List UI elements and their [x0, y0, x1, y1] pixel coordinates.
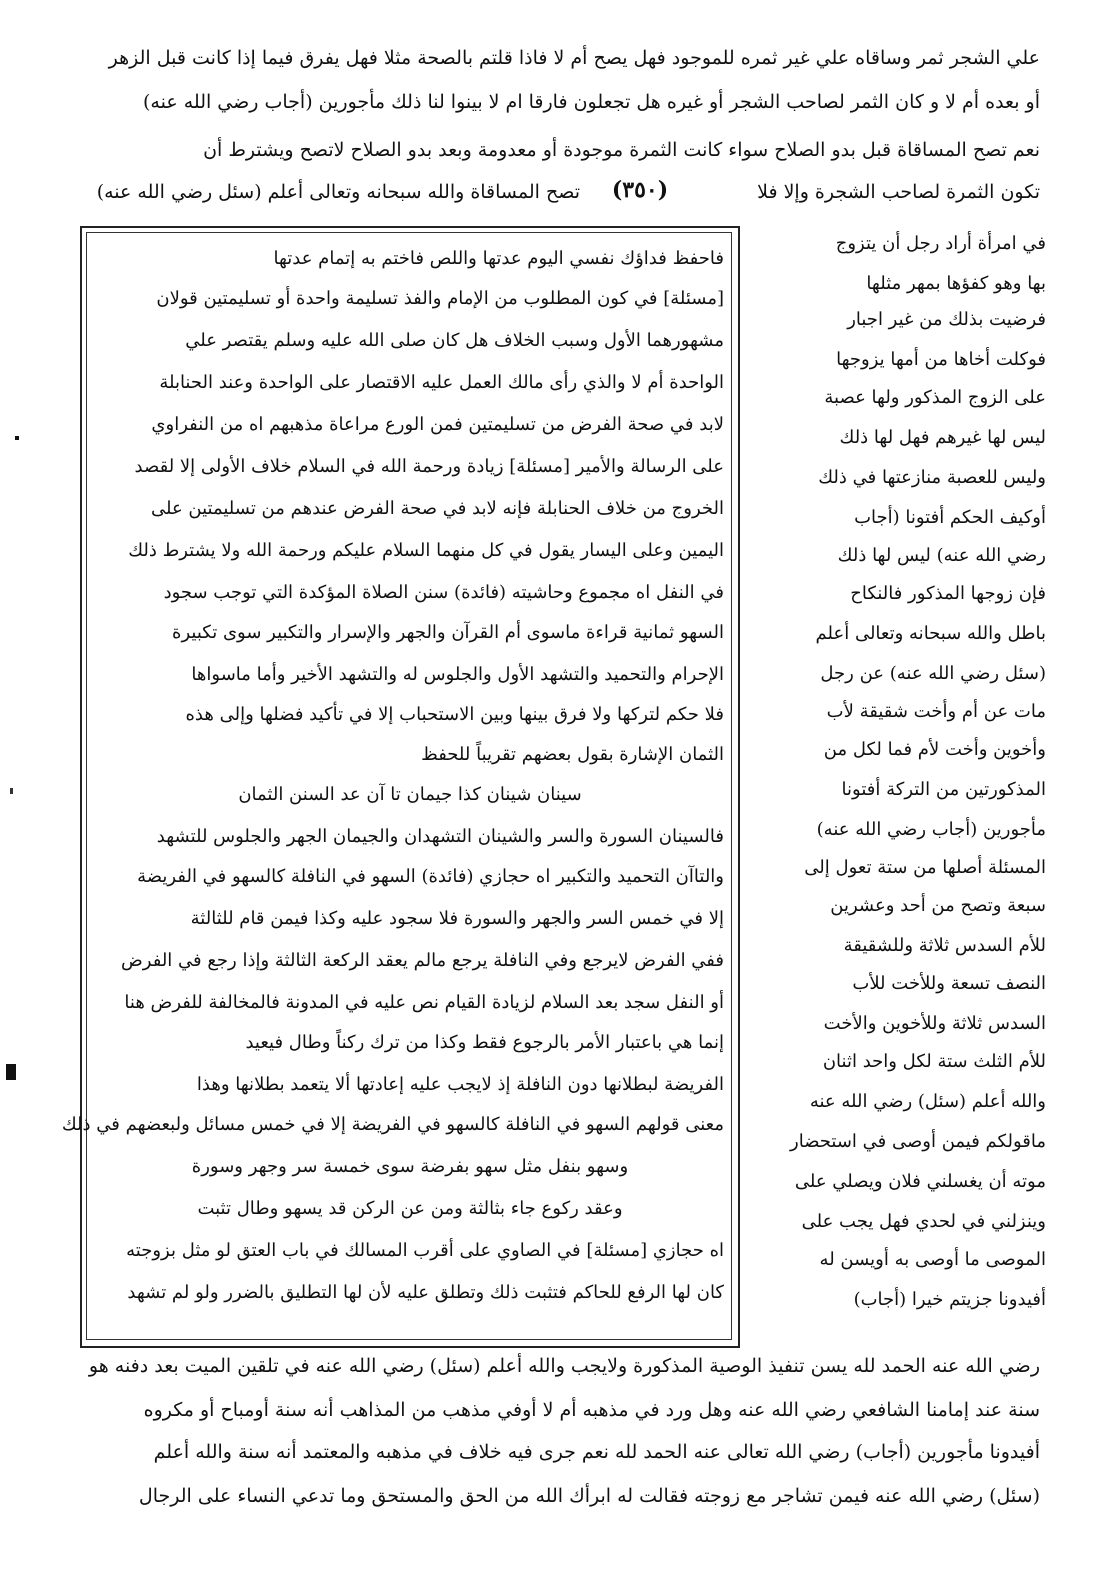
text-line: وينزلني في لحدي فهل يجب على [801, 1211, 1046, 1232]
scan-mark [6, 1064, 16, 1080]
poem-line: سينان شينان كذا جيمان تا آن عد السنن الثمان [238, 784, 582, 805]
text-line: أو النفل سجد بعد السلام لزيادة القيام نص عليه في المدونة فالمخالفة للفرض هنا [124, 992, 724, 1013]
text-line: ففي الفرض لايرجع وفي النافلة يرجع مالم يعقد الركعة الثالثة وإذا رجع في الفرض [121, 950, 724, 971]
scan-mark [10, 788, 13, 794]
text-line: أوكيف الحكم أفتونا (أجاب [854, 507, 1046, 528]
text-line: مشهورهما الأول وسبب الخلاف هل كان صلى الله عليه وسلم يقتصر علي [185, 330, 724, 351]
text-line: مأجورين (أجاب رضي الله عنه) [816, 819, 1046, 840]
text-line: سبعة وتصح من أحد وعشرين [830, 895, 1046, 916]
text-line: نعم تصح المساقاة قبل بدو الصلاح سواء كانت الثمرة موجودة أو معدومة وبعد بدو الصلاح لاتصح ويشترط أن [203, 139, 1040, 161]
text-line: تكون الثمرة لصاحب الشجرة وإلا فلا [757, 181, 1040, 203]
text-line: كان لها الرفع للحاكم فتثبت ذلك وتطلق عليه لأن لها التطليق بالضرر ولو لم تشهد [127, 1282, 724, 1303]
text-line: تصح المساقاة والله سبحانه وتعالى أعلم (سئل رضي الله عنه) [96, 181, 580, 203]
text-line: معنى قولهم السهو في النافلة كالسهو في الفريضة إلا في خمس مسائل ولبعضهم في ذلك [61, 1114, 724, 1135]
text-line: والتاآن التحميد والتكبير اه حجازي (فائدة) السهو في النافلة كالسهو في الفريضة [137, 866, 724, 887]
text-line: إنما هي باعتبار الأمر بالرجوع فقط وكذا من ترك ركناً وطال فيعيد [245, 1032, 724, 1053]
text-line: وليس للعصبة منازعتها في ذلك [818, 467, 1046, 488]
text-line: مات عن أم وأخت شقيقة لأب [826, 701, 1046, 722]
text-line: وأخوين وأخت لأم فما لكل من [823, 739, 1046, 760]
text-line: السهو ثمانية قراءة ماسوى أم القرآن والجهر والإسرار والتكبير سوى تكبيرة [172, 622, 724, 643]
text-line: الواحدة أم لا والذي رأى مالك العمل عليه الاقتصار على الواحدة وعند الحنابلة [159, 372, 724, 393]
text-line: (سئل) رضي الله عنه فيمن تشاجر مع زوجته فقالت له ابرأك الله من الحق والمستحق وما تدعي النساء على الرجال [138, 1485, 1040, 1507]
text-line: النصف تسعة وللأخت للأب [852, 973, 1046, 994]
text-line: موته أن يغسلني فلان ويصلي على [794, 1171, 1046, 1192]
text-line: بها وهو كفؤها بمهر مثلها [866, 273, 1046, 294]
text-line: في النفل اه مجموع وحاشيته (فائدة) سنن الصلاة المؤكدة التي توجب سجود [163, 582, 724, 603]
poem-line: وسهو بنفل مثل سهو بفرضة سوى خمسة سر وجهر وسورة [191, 1156, 629, 1177]
text-line: فلا حكم لتركها ولا فرق بينها وبين الاستحباب إلا في تأكيد فضلها وإلى هذه [185, 704, 724, 725]
poem-line: فاحفظ فداؤك نفسي اليوم عدتها واللص فاختم به إتمام عدتها [273, 248, 724, 269]
text-line: المسئلة أصلها من ستة تعول إلى [804, 857, 1046, 878]
text-line: في امرأة أراد رجل أن يتزوج [835, 233, 1046, 254]
text-line: (سئل رضي الله عنه) عن رجل [820, 663, 1046, 684]
text-line: علي الشجر ثمر وساقاه علي غير ثمره للموجود فهل يصح أم لا فاذا قلتم بالصحة مثلا فهل يفرق فيما إذا كانت قبل الزهر [108, 47, 1040, 69]
text-line: الثمان الإشارة بقول بعضهم تقريباً للحفظ [421, 744, 724, 765]
text-line: على الرسالة والأمير [مسئلة] زيادة ورحمة الله في السلام خلاف الأولى إلا لقصد [134, 456, 724, 477]
text-line: المذكورتين من التركة أفتونا [841, 779, 1046, 800]
text-line: للأم الثلث ستة لكل واحد اثنان [822, 1051, 1046, 1072]
text-line: فإن زوجها المذكور فالنكاح [850, 583, 1046, 604]
text-line: أو بعده أم لا و كان الثمر لصاحب الشجر أو غيره هل تجعلون فارقا ام لا بينوا لنا ذلك مأجورين (أجاب رضي الله عنه) [143, 91, 1040, 113]
text-line: الموصى ما أوصى به أويسن له [819, 1249, 1046, 1270]
text-line: على الزوج المذكور ولها عصبة [824, 387, 1046, 408]
text-line: الإحرام والتحميد والتشهد الأول والجلوس له والتشهد الأخير وأما ماسواها [191, 664, 724, 685]
text-line: السدس ثلاثة وللأخوين والأخت [823, 1013, 1046, 1034]
text-line: الخروج من خلاف الحنابلة فإنه لابد في صحة الفرض عندهم من تسليمتين على [150, 498, 724, 519]
text-line: رضي الله عنه) ليس لها ذلك [837, 545, 1046, 566]
text-line: اه حجازي [مسئلة] في الصاوي على أقرب المسالك في باب العتق لو مثل بزوجته [126, 1240, 724, 1261]
text-line: رضي الله عنه الحمد لله يسن تنفيذ الوصية المذكورة ولايجب والله أعلم (سئل) رضي الله عنه في تلقين الميت بعد دفنه هو [88, 1355, 1040, 1377]
poem-line: وعقد ركوع جاء بثالثة ومن عن الركن قد يسهو وطال تثبت [197, 1198, 623, 1219]
text-line: أفيدونا جزيتم خيرا (أجاب) [853, 1289, 1046, 1310]
text-line: الفريضة لبطلانها دون النافلة إذ لايجب عليه إعادتها ألا يتعمد بطلانها وهذا [196, 1074, 724, 1095]
text-line: ليس لها غيرهم فهل لها ذلك [839, 427, 1046, 448]
text-line: فالسينان السورة والسر والشينان التشهدان والجيمان الجهر والجلوس للتشهد [156, 826, 724, 847]
text-line: للأم السدس ثلاثة وللشقيقة [843, 935, 1046, 956]
text-line: لابد في صحة الفرض من تسليمتين فمن الورع مراعاة مذهبهم اه من النفراوي [151, 414, 724, 435]
text-line: اليمين وعلى اليسار يقول في كل منهما السلام عليكم ورحمة الله ولا يشترط ذلك [128, 540, 724, 561]
page-number: (٣٥٠) [611, 177, 669, 203]
text-line: والله أعلم (سئل) رضي الله عنه [809, 1091, 1046, 1112]
text-line: أفيدونا مأجورين (أجاب) رضي الله تعالى عنه الحمد لله نعم جرى فيه خلاف في مذهبه والمعتمد أنه سنة والله أعلم [153, 1441, 1040, 1463]
text-line: إلا في خمس السر والجهر والسورة فلا سجود عليه وكذا فيمن قام للثالثة [190, 908, 724, 929]
text-line: فوكلت أخاها من أمها يزوجها [836, 349, 1046, 370]
text-line: [مسئلة] في كون المطلوب من الإمام والفذ تسليمة واحدة أو تسليمتين قولان [156, 288, 724, 309]
text-line: باطل والله سبحانه وتعالى أعلم [815, 623, 1046, 644]
text-line: سنة عند إمامنا الشافعي رضي الله عنه وهل ورد في مذهبه أم لا أوفي مذهب من المذاهب أنه سنة أومباح أو مكروه [143, 1399, 1040, 1421]
text-line: فرضيت بذلك من غير اجبار [847, 309, 1046, 330]
scan-mark [15, 436, 19, 440]
text-line: ماقولكم فيمن أوصى في استحضار [790, 1131, 1046, 1152]
